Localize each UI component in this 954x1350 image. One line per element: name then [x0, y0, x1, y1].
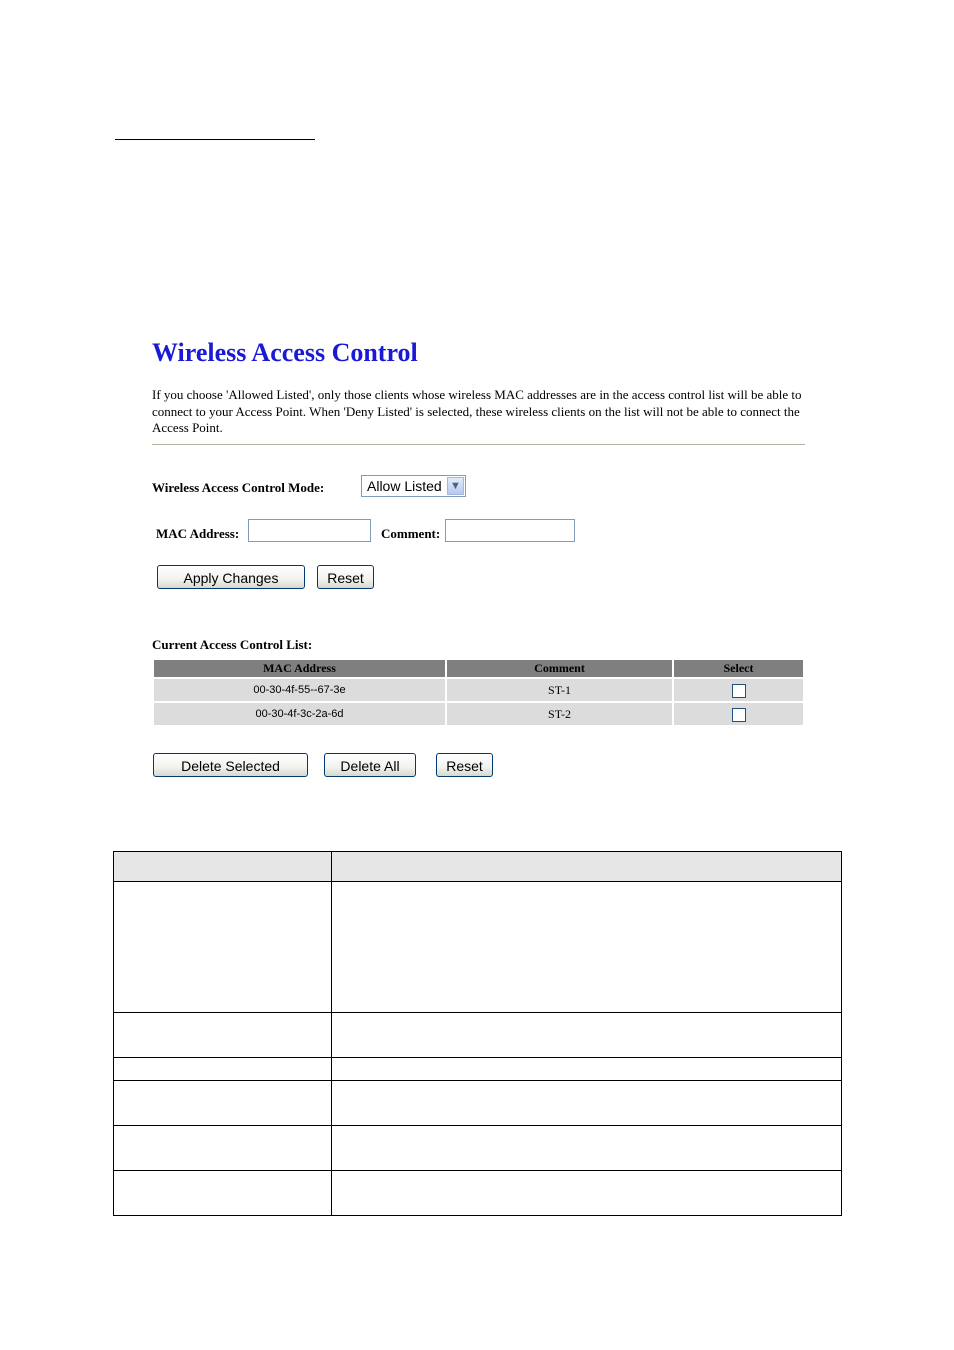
page-title: Wireless Access Control: [152, 338, 418, 367]
reference-cell: [332, 1081, 842, 1126]
reference-header-row: [114, 852, 842, 882]
divider: [152, 444, 805, 445]
row-mac-address: 00-30-4f-3c-2a-6d: [154, 703, 445, 725]
reference-cell: [114, 1058, 332, 1081]
delete-selected-button[interactable]: Delete Selected: [153, 753, 308, 777]
apply-changes-button[interactable]: Apply Changes: [157, 565, 305, 589]
reference-cell: [332, 1013, 842, 1058]
mac-address-label: MAC Address:: [156, 526, 240, 541]
reference-row: [114, 1081, 842, 1126]
reference-cell: [332, 1171, 842, 1216]
reference-cell: [114, 1126, 332, 1171]
checkbox-icon[interactable]: [732, 708, 746, 722]
column-header-comment: Comment: [447, 660, 672, 677]
reference-row: [114, 1171, 842, 1216]
mode-label: Wireless Access Control Mode:: [152, 480, 325, 495]
reference-row: [114, 882, 842, 1013]
table-header-row: [154, 660, 803, 677]
mode-select[interactable]: [361, 475, 466, 497]
reference-row: [114, 1013, 842, 1058]
reference-cell: [114, 1081, 332, 1126]
reference-cell: [114, 882, 332, 1013]
chevron-down-icon[interactable]: ▼: [447, 477, 464, 495]
reference-header-cell: [114, 852, 332, 882]
column-header-select: Select: [674, 660, 803, 677]
reset-list-button[interactable]: Reset: [436, 753, 493, 777]
row-mac-address: 00-30-4f-55--67-3e: [154, 679, 445, 701]
mode-select-value: Allow Listed: [367, 478, 442, 494]
column-header-mac: MAC Address: [154, 660, 445, 677]
comment-label: Comment:: [381, 526, 441, 541]
row-select-cell: [674, 703, 803, 725]
row-select-cell: [674, 679, 803, 701]
reference-header-cell: [332, 852, 842, 882]
reference-cell: [332, 882, 842, 1013]
reference-cell: [332, 1058, 842, 1081]
reference-cell: [114, 1171, 332, 1216]
table-row: [154, 679, 803, 701]
row-comment: ST-1: [447, 679, 672, 701]
reference-cell: [114, 1013, 332, 1058]
access-list-heading: Current Access Control List:: [152, 637, 313, 652]
comment-input[interactable]: [445, 519, 575, 542]
reference-row: [114, 1126, 842, 1171]
mac-address-input[interactable]: [248, 519, 371, 542]
top-underline: [115, 139, 315, 140]
access-control-table: [152, 658, 805, 727]
reference-row: [114, 1058, 842, 1081]
page-description: If you choose 'Allowed Listed', only those clients whose wireless MAC addresses are in the access control list will be able to connect to your Access Point. When 'Deny Listed' is selected, these wireless clients on the list will not be able to connect the Access Point.: [152, 387, 802, 435]
row-comment: ST-2: [447, 703, 672, 725]
delete-all-button[interactable]: Delete All: [324, 753, 416, 777]
reference-cell: [332, 1126, 842, 1171]
reference-table: [113, 851, 842, 1216]
table-row: [154, 703, 803, 725]
checkbox-icon[interactable]: [732, 684, 746, 698]
reset-button[interactable]: Reset: [317, 565, 374, 589]
